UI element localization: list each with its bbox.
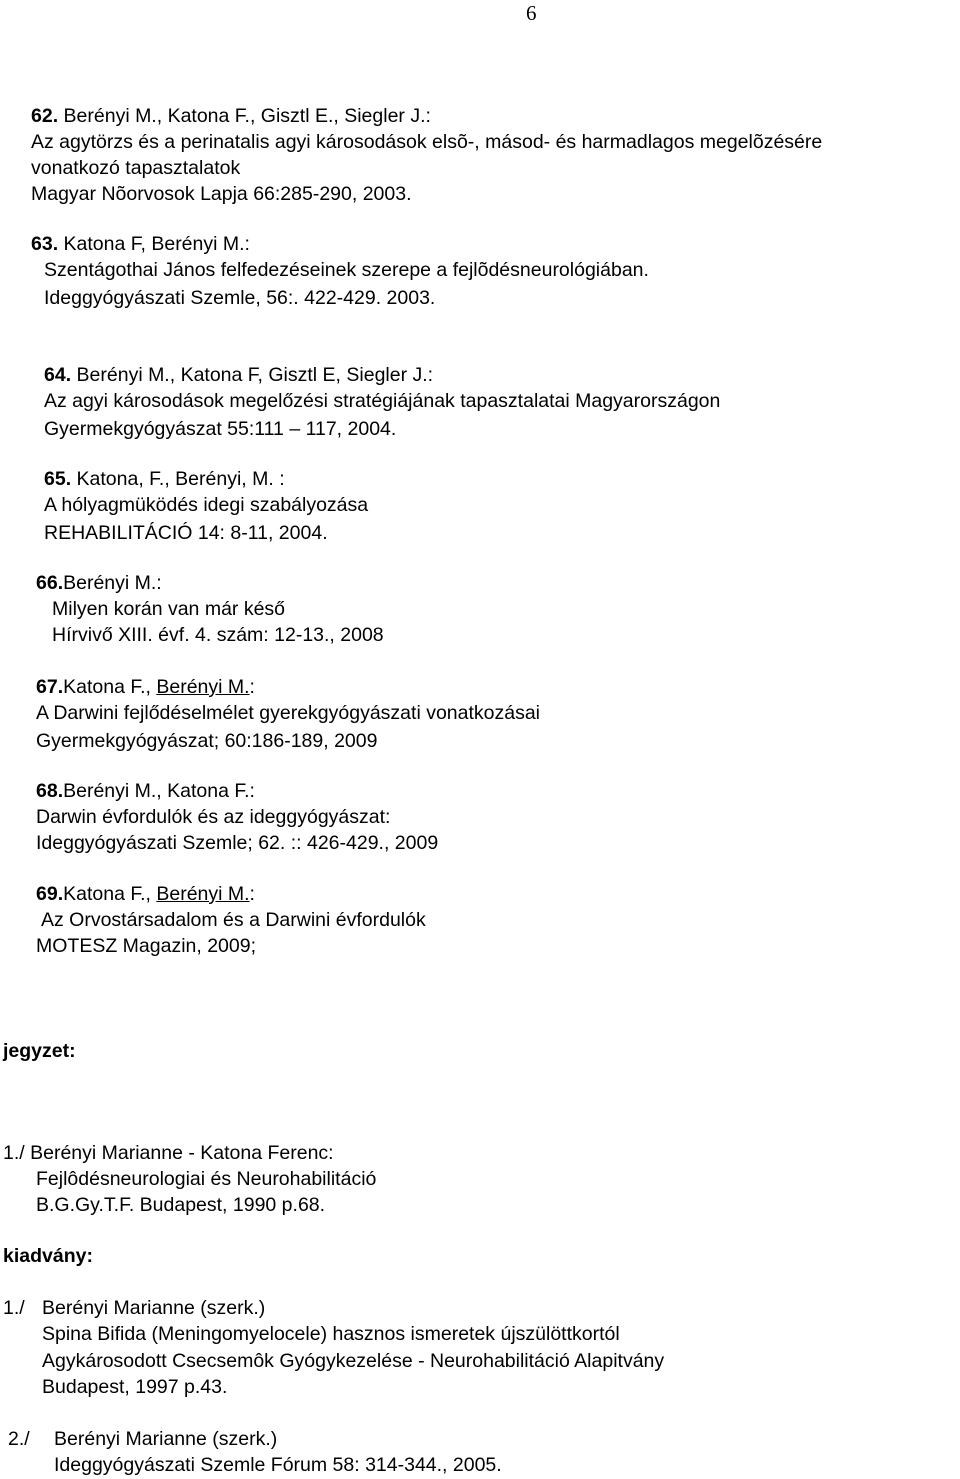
entry-source: REHABILITÁCIÓ 14: 8-11, 2004. bbox=[44, 522, 328, 544]
note-item: 1./ Berényi Marianne - Katona Ferenc: bbox=[3, 1142, 334, 1164]
entry-source: Ideggyógyászati Szemle, 56:. 422-429. 2003. bbox=[44, 287, 436, 309]
page-number: 6 bbox=[526, 1, 537, 25]
publication-line: Agykárosodott Csecsemôk Gyógykezelése - Neurohabilitáció Alapitvány bbox=[42, 1350, 665, 1372]
publication-line: Ideggyógyászati Szemle Fórum 58: 314-344., 2005. bbox=[54, 1454, 502, 1476]
entry-authors: Berényi M., Katona F.: bbox=[63, 780, 255, 802]
list-item bbox=[44, 362, 433, 388]
list-item bbox=[31, 231, 250, 257]
entry-title-line: Darwin évfordulók és az ideggyógyászat: bbox=[36, 806, 391, 828]
entry-authors: Berényi M., Katona F., Gisztl E., Siegler J.: bbox=[63, 105, 431, 127]
publication-item bbox=[8, 1426, 30, 1452]
entry-authors-suffix: : bbox=[249, 676, 255, 698]
note-line: B.G.Gy.T.F. Budapest, 1990 p.68. bbox=[36, 1194, 326, 1216]
entry-number: 67. bbox=[36, 676, 64, 698]
entry-number: 65. bbox=[44, 468, 72, 490]
list-item bbox=[44, 466, 285, 492]
entry-authors: Berényi M.: bbox=[63, 572, 162, 594]
publications-heading: kiadvány: bbox=[3, 1245, 93, 1267]
entry-title-line: A Darwini fejlődéselmélet gyerekgyógyászati vonatkozásai bbox=[36, 702, 541, 724]
entry-number: 64. bbox=[44, 364, 72, 386]
note-line: Fejlôdésneurologiai és Neurohabilitáció bbox=[36, 1168, 377, 1190]
publication-line: Budapest, 1997 p.43. bbox=[42, 1376, 228, 1398]
entry-title-line: Az agytörzs és a perinatalis agyi károsodások elsõ-, másod- és harmadlagos megelõzésére bbox=[31, 131, 823, 153]
entry-authors: Berényi M., Katona F, Gisztl E, Siegler J.: bbox=[76, 364, 434, 386]
publication-editor: Berényi Marianne (szerk.) bbox=[54, 1428, 278, 1450]
entry-authors-suffix: : bbox=[249, 883, 255, 905]
entry-number: 69. bbox=[36, 883, 64, 905]
list-item bbox=[36, 778, 255, 804]
list-item bbox=[36, 570, 162, 596]
entry-title-line: Az agyi károsodások megelőzési stratégiájának tapasztalatai Magyarországon bbox=[44, 390, 721, 412]
list-item bbox=[31, 103, 431, 129]
entry-source: Gyermekgyógyászat 55:111 – 117, 2004. bbox=[44, 418, 397, 440]
entry-title-line: A hólyagmüködés idegi szabályozása bbox=[44, 494, 369, 516]
entry-authors: Katona, F., Berényi, M. : bbox=[76, 468, 285, 490]
entry-authors: Katona F, Berényi M.: bbox=[63, 233, 250, 255]
entry-title-line: vonatkozó tapasztalatok bbox=[31, 157, 241, 179]
entry-authors-underlined: Berényi M. bbox=[156, 883, 250, 905]
list-item bbox=[36, 881, 255, 907]
notes-heading: jegyzet: bbox=[3, 1040, 76, 1062]
entry-source: Hírvivő XIII. évf. 4. szám: 12-13., 2008 bbox=[52, 624, 384, 646]
entry-number: 62. bbox=[31, 105, 59, 127]
entry-number: 66. bbox=[36, 572, 64, 594]
publication-prefix: 1./ bbox=[3, 1297, 25, 1319]
entry-source: Gyermekgyógyászat; 60:186-189, 2009 bbox=[36, 730, 378, 752]
entry-number: 68. bbox=[36, 780, 64, 802]
entry-source: Ideggyógyászati Szemle; 62. :: 426-429., 2009 bbox=[36, 832, 439, 854]
entry-number: 63. bbox=[31, 233, 59, 255]
entry-title-line: Milyen korán van már késő bbox=[52, 598, 286, 620]
publication-item bbox=[3, 1295, 25, 1321]
entry-title-line: Szentágothai János felfedezéseinek szerepe a fejlõdésneurológiában. bbox=[44, 259, 649, 281]
entry-authors-underlined: Berényi M. bbox=[156, 676, 250, 698]
entry-source: MOTESZ Magazin, 2009; bbox=[36, 935, 257, 957]
list-item bbox=[36, 674, 255, 700]
entry-authors: Katona F., bbox=[63, 676, 157, 698]
publication-prefix: 2./ bbox=[8, 1428, 30, 1450]
publication-editor: Berényi Marianne (szerk.) bbox=[42, 1297, 266, 1319]
entry-title-line: Az Orvostársadalom és a Darwini évfordulók bbox=[41, 909, 426, 931]
entry-authors: Katona F., bbox=[63, 883, 157, 905]
entry-source: Magyar Nõorvosok Lapja 66:285-290, 2003. bbox=[31, 183, 412, 205]
publication-line: Spina Bifida (Meningomyelocele) hasznos ismeretek újszülöttkortól bbox=[42, 1323, 620, 1345]
